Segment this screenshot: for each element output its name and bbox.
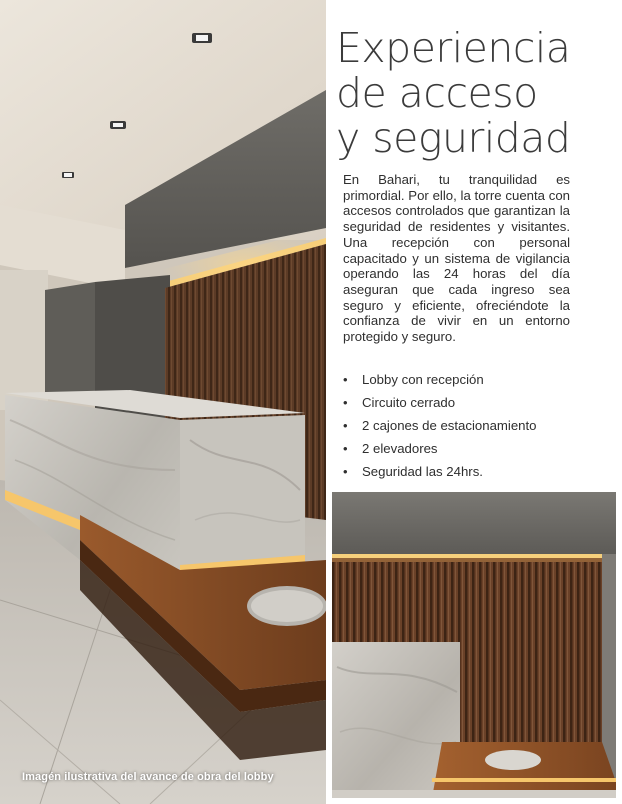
title-line-2: de acceso (336, 69, 538, 117)
bullet-icon: • (343, 417, 348, 433)
list-item (343, 460, 603, 483)
title-line-3: y seguridad (336, 114, 571, 162)
page-title (336, 26, 616, 161)
feature-label: Seguridad las 24hrs. (362, 463, 483, 479)
description-paragraph: En Bahari, tu tranquilidad es primordial. Por ello, la torre cuenta con accesos controlados que garantizan la seguridad de residentes y visitantes. Una recepción con personal capacitado y un sistema de vigilancia operando las 24 horas del día aseguran que cada ingreso sea seguro y eficiente, ofreciéndote la confianza de vivir en un entorno protegido y seguro. (343, 172, 570, 345)
photo-caption: Imagén ilustrativa del avance de obra del lobby (22, 771, 274, 783)
feature-label: Circuito cerrado (362, 394, 456, 410)
reception-detail-photo (332, 492, 616, 798)
bullet-icon: • (343, 371, 348, 387)
title-line-1: Experiencia (336, 24, 571, 72)
reception-detail-illustration (332, 492, 616, 798)
feature-label: 2 cajones de estacionamiento (362, 417, 537, 433)
bullet-icon: • (343, 440, 348, 456)
feature-label: 2 elevadores (362, 440, 438, 456)
list-item (343, 391, 603, 414)
features-list (343, 368, 603, 483)
list-item (343, 368, 603, 391)
bullet-icon: • (343, 463, 348, 479)
bullet-icon: • (343, 394, 348, 410)
list-item (343, 414, 603, 437)
list-item (343, 437, 603, 460)
feature-label: Lobby con recepción (362, 371, 484, 387)
